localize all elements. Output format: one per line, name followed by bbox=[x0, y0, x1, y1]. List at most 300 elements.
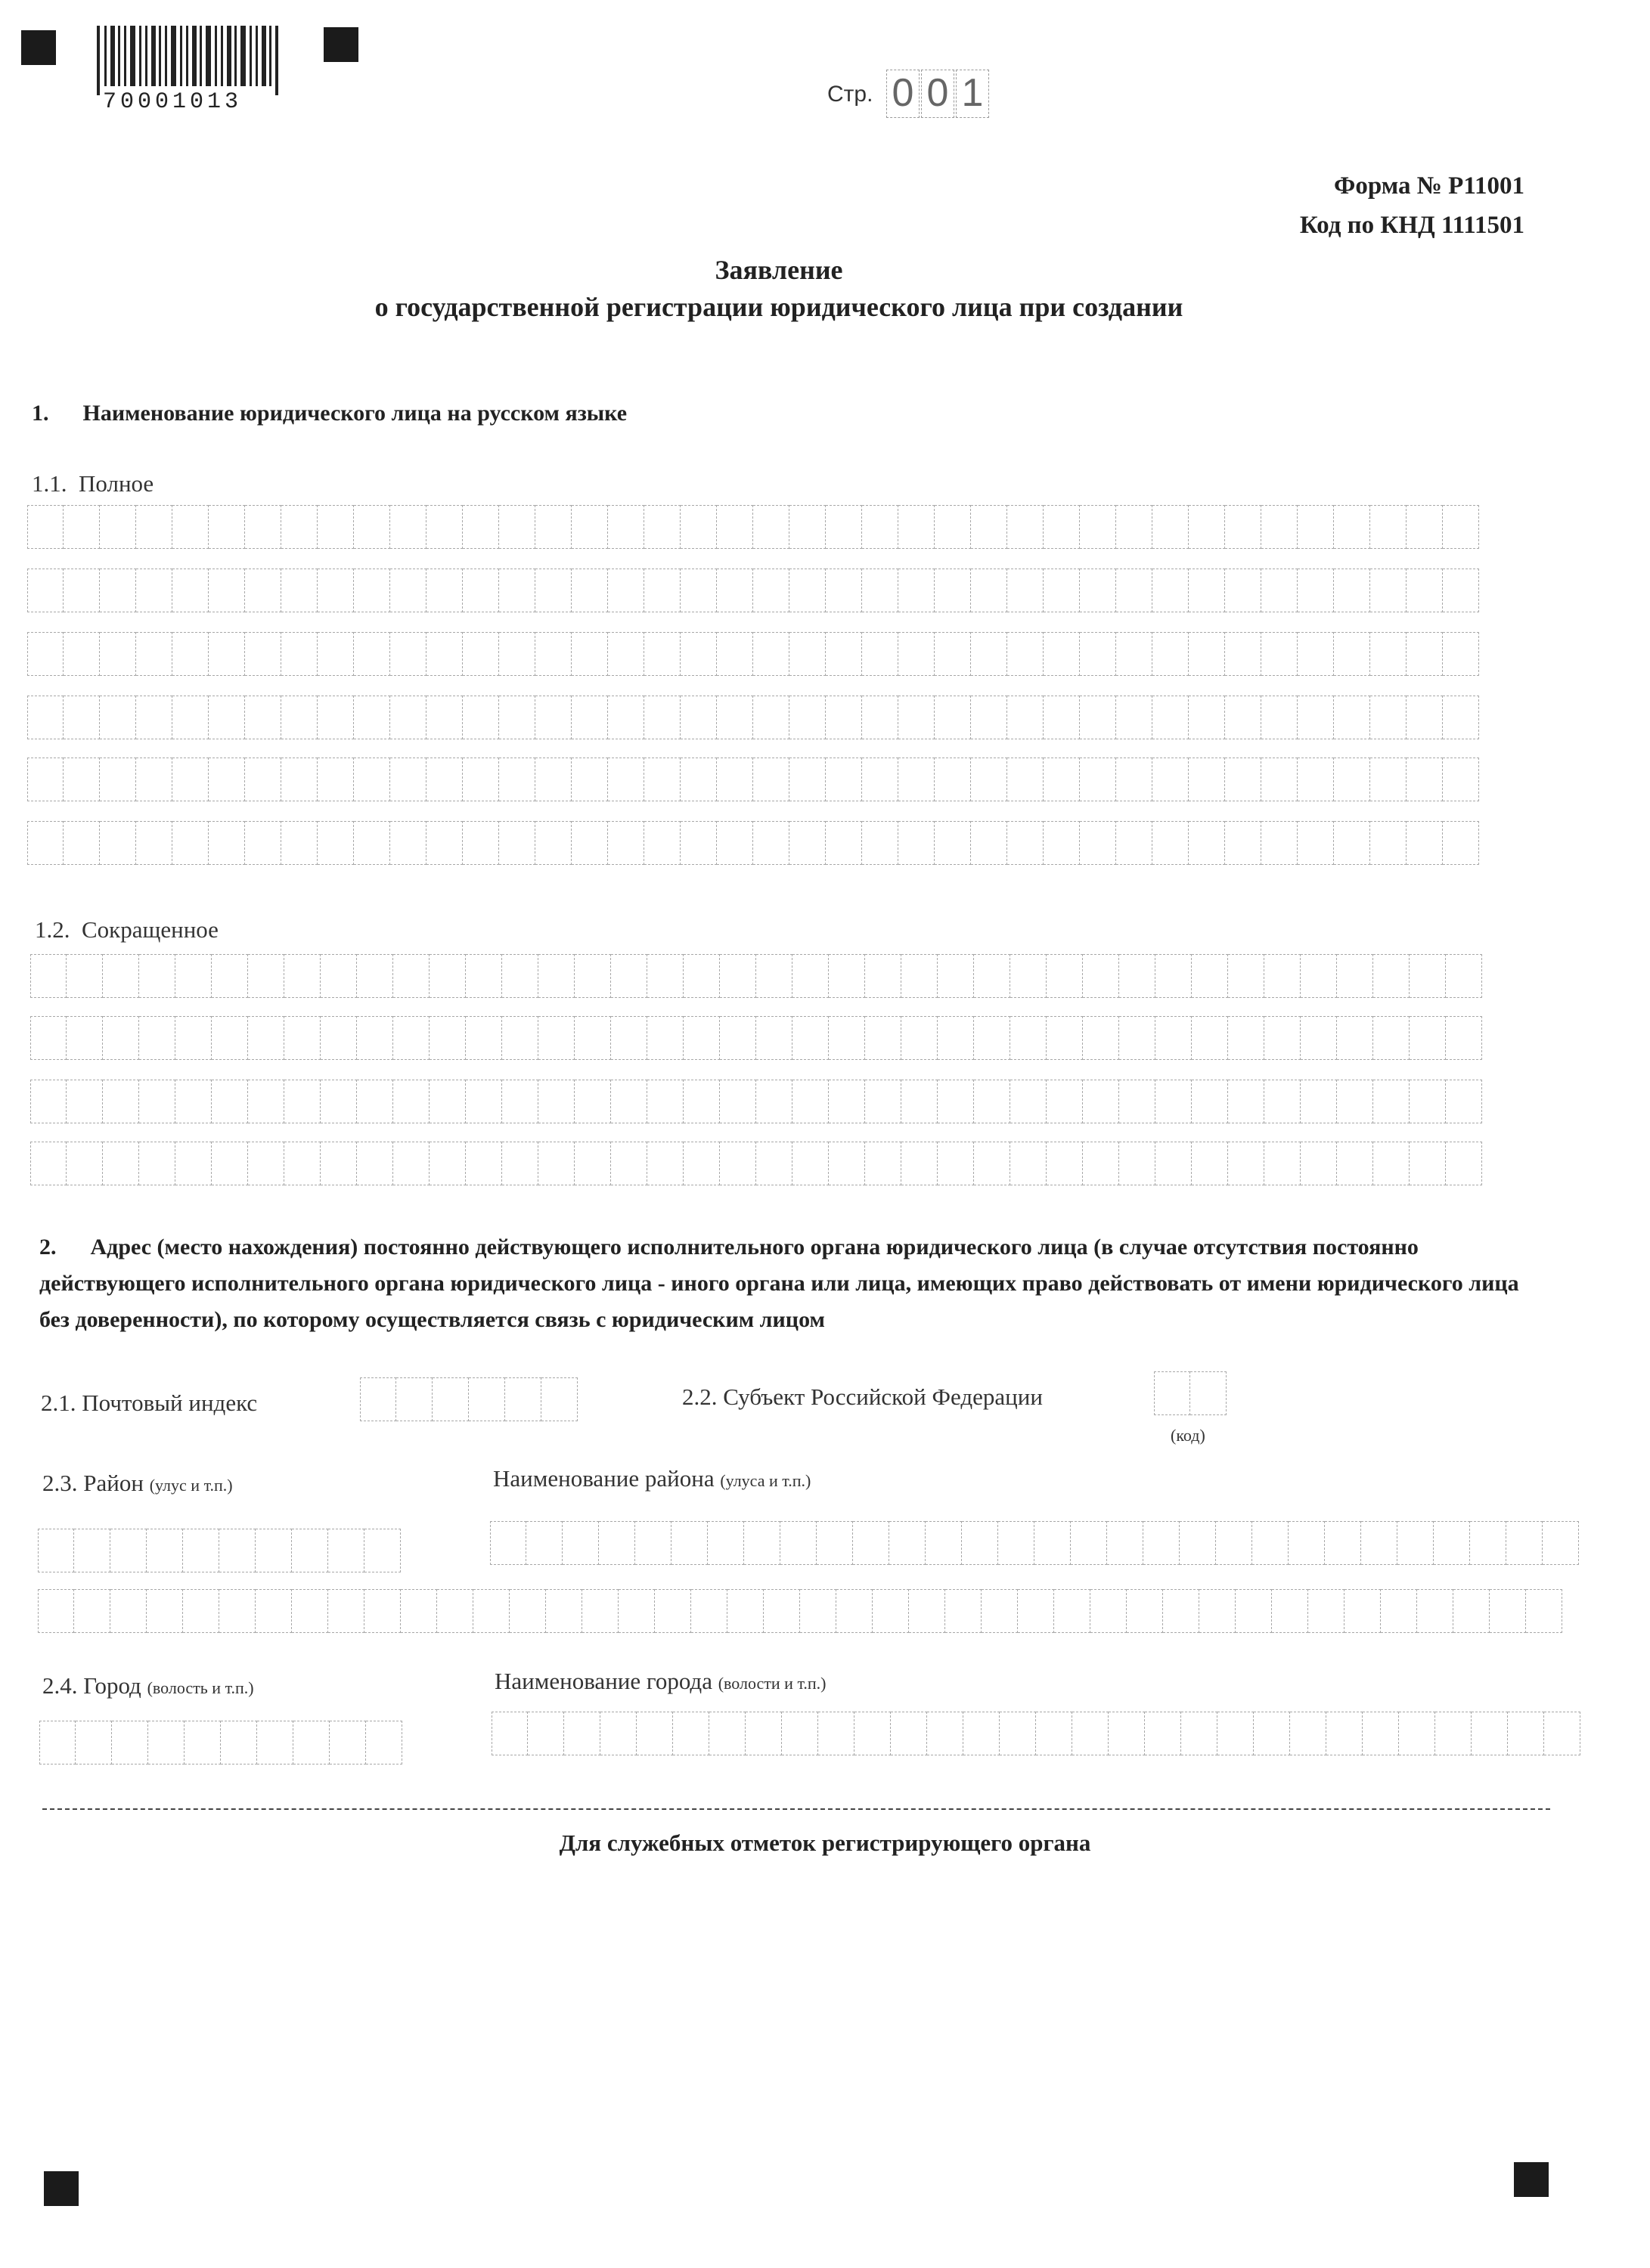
input-cell[interactable] bbox=[826, 569, 862, 612]
input-cell[interactable] bbox=[1228, 1080, 1264, 1123]
input-cell[interactable] bbox=[1345, 1589, 1381, 1633]
input-cell[interactable] bbox=[720, 954, 756, 998]
input-cell[interactable] bbox=[1337, 1016, 1373, 1060]
input-cell[interactable] bbox=[284, 1080, 321, 1123]
input-cell[interactable] bbox=[463, 821, 499, 865]
input-cell[interactable] bbox=[717, 758, 753, 801]
input-cell[interactable] bbox=[853, 1521, 889, 1565]
input-cell[interactable] bbox=[1116, 696, 1152, 739]
full-name-row[interactable] bbox=[27, 758, 1479, 801]
input-cell[interactable] bbox=[647, 1142, 684, 1185]
input-cell[interactable] bbox=[1216, 1521, 1252, 1565]
input-cell[interactable] bbox=[281, 505, 318, 549]
input-cell[interactable] bbox=[1225, 696, 1261, 739]
full-name-row[interactable] bbox=[27, 696, 1479, 739]
input-cell[interactable] bbox=[935, 758, 971, 801]
input-cell[interactable] bbox=[727, 1589, 764, 1633]
input-cell[interactable] bbox=[962, 1521, 998, 1565]
input-cell[interactable] bbox=[756, 954, 792, 998]
input-cell[interactable] bbox=[74, 1589, 110, 1633]
input-cell[interactable] bbox=[1116, 505, 1152, 549]
input-cell[interactable] bbox=[357, 1016, 393, 1060]
input-cell[interactable] bbox=[528, 1712, 564, 1755]
input-cell[interactable] bbox=[898, 505, 935, 549]
input-cell[interactable] bbox=[139, 1142, 175, 1185]
input-cell[interactable] bbox=[1155, 954, 1192, 998]
input-cell[interactable] bbox=[110, 1529, 147, 1572]
input-cell[interactable] bbox=[1373, 954, 1410, 998]
input-cell[interactable] bbox=[1007, 505, 1044, 549]
input-cell[interactable] bbox=[681, 569, 717, 612]
input-cell[interactable] bbox=[935, 505, 971, 549]
input-cell[interactable] bbox=[535, 821, 572, 865]
input-cell[interactable] bbox=[647, 1080, 684, 1123]
input-cell[interactable] bbox=[281, 632, 318, 676]
input-cell[interactable] bbox=[1252, 1521, 1289, 1565]
input-cell[interactable] bbox=[575, 954, 611, 998]
input-cell[interactable] bbox=[1434, 1521, 1470, 1565]
district-name-input[interactable] bbox=[490, 1521, 1579, 1565]
input-cell[interactable] bbox=[1228, 954, 1264, 998]
input-cell[interactable] bbox=[1370, 696, 1407, 739]
input-cell[interactable] bbox=[248, 1142, 284, 1185]
input-cell[interactable] bbox=[27, 758, 64, 801]
input-cell[interactable] bbox=[172, 569, 209, 612]
input-cell[interactable] bbox=[572, 505, 608, 549]
input-cell[interactable] bbox=[535, 505, 572, 549]
input-cell[interactable] bbox=[30, 1142, 67, 1185]
input-cell[interactable] bbox=[644, 569, 681, 612]
input-cell[interactable] bbox=[1298, 632, 1334, 676]
input-cell[interactable] bbox=[1308, 1589, 1345, 1633]
input-cell[interactable] bbox=[901, 954, 938, 998]
input-cell[interactable] bbox=[64, 569, 100, 612]
input-cell[interactable] bbox=[901, 1142, 938, 1185]
input-cell[interactable] bbox=[1083, 954, 1119, 998]
input-cell[interactable] bbox=[136, 696, 172, 739]
input-cell[interactable] bbox=[935, 696, 971, 739]
input-cell[interactable] bbox=[1152, 569, 1189, 612]
input-cell[interactable] bbox=[430, 1016, 466, 1060]
input-cell[interactable] bbox=[212, 954, 248, 998]
input-cell[interactable] bbox=[463, 505, 499, 549]
input-cell[interactable] bbox=[982, 1589, 1018, 1633]
input-cell[interactable] bbox=[1181, 1712, 1217, 1755]
input-cell[interactable] bbox=[608, 758, 644, 801]
input-cell[interactable] bbox=[499, 505, 535, 549]
input-cell[interactable] bbox=[1152, 821, 1189, 865]
input-cell[interactable] bbox=[1217, 1712, 1254, 1755]
input-cell[interactable] bbox=[564, 1712, 600, 1755]
input-cell[interactable] bbox=[245, 696, 281, 739]
input-cell[interactable] bbox=[608, 569, 644, 612]
input-cell[interactable] bbox=[1261, 821, 1298, 865]
input-cell[interactable] bbox=[826, 632, 862, 676]
input-cell[interactable] bbox=[572, 821, 608, 865]
input-cell[interactable] bbox=[1264, 1142, 1301, 1185]
input-cell[interactable] bbox=[1010, 954, 1047, 998]
input-cell[interactable] bbox=[1007, 696, 1044, 739]
input-cell[interactable] bbox=[1090, 1589, 1127, 1633]
input-cell[interactable] bbox=[1071, 1521, 1107, 1565]
input-cell[interactable] bbox=[717, 696, 753, 739]
input-cell[interactable] bbox=[426, 696, 463, 739]
input-cell[interactable] bbox=[390, 758, 426, 801]
input-cell[interactable] bbox=[927, 1712, 963, 1755]
input-cell[interactable] bbox=[364, 1589, 401, 1633]
input-cell[interactable] bbox=[836, 1589, 873, 1633]
input-cell[interactable] bbox=[321, 1142, 357, 1185]
input-cell[interactable] bbox=[1443, 505, 1479, 549]
input-cell[interactable] bbox=[100, 821, 136, 865]
input-cell[interactable] bbox=[390, 632, 426, 676]
input-cell[interactable] bbox=[935, 821, 971, 865]
input-cell[interactable] bbox=[1472, 1712, 1508, 1755]
input-cell[interactable] bbox=[354, 821, 390, 865]
input-cell[interactable] bbox=[172, 758, 209, 801]
input-cell[interactable] bbox=[209, 505, 245, 549]
input-cell[interactable] bbox=[717, 505, 753, 549]
input-cell[interactable] bbox=[1373, 1142, 1410, 1185]
input-cell[interactable] bbox=[1298, 569, 1334, 612]
input-cell[interactable] bbox=[865, 1142, 901, 1185]
input-cell[interactable] bbox=[433, 1377, 469, 1421]
input-cell[interactable] bbox=[644, 821, 681, 865]
input-cell[interactable] bbox=[1407, 821, 1443, 865]
input-cell[interactable] bbox=[245, 569, 281, 612]
input-cell[interactable] bbox=[499, 758, 535, 801]
input-cell[interactable] bbox=[756, 1080, 792, 1123]
input-cell[interactable] bbox=[354, 569, 390, 612]
input-cell[interactable] bbox=[172, 696, 209, 739]
short-name-row[interactable] bbox=[30, 1016, 1482, 1060]
input-cell[interactable] bbox=[1116, 821, 1152, 865]
input-cell[interactable] bbox=[1397, 1521, 1434, 1565]
input-cell[interactable] bbox=[219, 1529, 256, 1572]
input-cell[interactable] bbox=[756, 1016, 792, 1060]
input-cell[interactable] bbox=[865, 1080, 901, 1123]
input-cell[interactable] bbox=[1225, 569, 1261, 612]
input-cell[interactable] bbox=[1334, 696, 1370, 739]
full-name-row[interactable] bbox=[27, 569, 1479, 612]
input-cell[interactable] bbox=[644, 505, 681, 549]
input-cell[interactable] bbox=[492, 1712, 528, 1755]
input-cell[interactable] bbox=[971, 696, 1007, 739]
input-cell[interactable] bbox=[1370, 758, 1407, 801]
input-cell[interactable] bbox=[753, 505, 789, 549]
input-cell[interactable] bbox=[393, 1016, 430, 1060]
input-cell[interactable] bbox=[644, 632, 681, 676]
input-cell[interactable] bbox=[974, 1080, 1010, 1123]
input-cell[interactable] bbox=[1116, 569, 1152, 612]
input-cell[interactable] bbox=[393, 954, 430, 998]
input-cell[interactable] bbox=[175, 1142, 212, 1185]
input-cell[interactable] bbox=[1189, 696, 1225, 739]
input-cell[interactable] bbox=[1446, 1016, 1482, 1060]
input-cell[interactable] bbox=[619, 1589, 655, 1633]
input-cell[interactable] bbox=[357, 1080, 393, 1123]
input-cell[interactable] bbox=[862, 632, 898, 676]
full-name-row[interactable] bbox=[27, 505, 1479, 549]
input-cell[interactable] bbox=[862, 696, 898, 739]
input-cell[interactable] bbox=[671, 1521, 708, 1565]
input-cell[interactable] bbox=[608, 632, 644, 676]
input-cell[interactable] bbox=[100, 632, 136, 676]
input-cell[interactable] bbox=[753, 821, 789, 865]
input-cell[interactable] bbox=[829, 954, 865, 998]
input-cell[interactable] bbox=[30, 1080, 67, 1123]
input-cell[interactable] bbox=[909, 1589, 945, 1633]
input-cell[interactable] bbox=[1289, 1521, 1325, 1565]
input-cell[interactable] bbox=[575, 1080, 611, 1123]
input-cell[interactable] bbox=[753, 696, 789, 739]
input-cell[interactable] bbox=[136, 632, 172, 676]
input-cell[interactable] bbox=[1264, 954, 1301, 998]
input-cell[interactable] bbox=[684, 1142, 720, 1185]
input-cell[interactable] bbox=[463, 758, 499, 801]
input-cell[interactable] bbox=[103, 1016, 139, 1060]
input-cell[interactable] bbox=[209, 632, 245, 676]
input-cell[interactable] bbox=[901, 1080, 938, 1123]
input-cell[interactable] bbox=[926, 1521, 962, 1565]
input-cell[interactable] bbox=[898, 569, 935, 612]
input-cell[interactable] bbox=[1334, 505, 1370, 549]
input-cell[interactable] bbox=[1119, 1142, 1155, 1185]
input-cell[interactable] bbox=[720, 1016, 756, 1060]
input-cell[interactable] bbox=[354, 632, 390, 676]
input-cell[interactable] bbox=[175, 954, 212, 998]
input-cell[interactable] bbox=[209, 696, 245, 739]
input-cell[interactable] bbox=[463, 696, 499, 739]
input-cell[interactable] bbox=[354, 758, 390, 801]
input-cell[interactable] bbox=[655, 1589, 691, 1633]
input-cell[interactable] bbox=[1443, 632, 1479, 676]
input-cell[interactable] bbox=[792, 954, 829, 998]
input-cell[interactable] bbox=[756, 1142, 792, 1185]
input-cell[interactable] bbox=[1543, 1521, 1579, 1565]
input-cell[interactable] bbox=[1007, 821, 1044, 865]
input-cell[interactable] bbox=[691, 1589, 727, 1633]
input-cell[interactable] bbox=[463, 632, 499, 676]
input-cell[interactable] bbox=[1116, 632, 1152, 676]
input-cell[interactable] bbox=[1154, 1371, 1190, 1415]
input-cell[interactable] bbox=[39, 1721, 76, 1765]
input-cell[interactable] bbox=[898, 821, 935, 865]
input-cell[interactable] bbox=[575, 1142, 611, 1185]
input-cell[interactable] bbox=[110, 1589, 147, 1633]
input-cell[interactable] bbox=[684, 1080, 720, 1123]
input-cell[interactable] bbox=[720, 1142, 756, 1185]
input-cell[interactable] bbox=[172, 821, 209, 865]
input-cell[interactable] bbox=[898, 758, 935, 801]
input-cell[interactable] bbox=[538, 954, 575, 998]
input-cell[interactable] bbox=[681, 758, 717, 801]
input-cell[interactable] bbox=[510, 1589, 546, 1633]
input-cell[interactable] bbox=[1228, 1016, 1264, 1060]
input-cell[interactable] bbox=[1109, 1712, 1145, 1755]
input-cell[interactable] bbox=[1155, 1080, 1192, 1123]
input-cell[interactable] bbox=[175, 1080, 212, 1123]
input-cell[interactable] bbox=[1152, 696, 1189, 739]
input-cell[interactable] bbox=[1010, 1016, 1047, 1060]
input-cell[interactable] bbox=[1018, 1589, 1054, 1633]
input-cell[interactable] bbox=[1446, 1080, 1482, 1123]
input-cell[interactable] bbox=[1034, 1521, 1071, 1565]
input-cell[interactable] bbox=[1261, 505, 1298, 549]
input-cell[interactable] bbox=[1334, 569, 1370, 612]
input-cell[interactable] bbox=[281, 569, 318, 612]
input-cell[interactable] bbox=[1155, 1142, 1192, 1185]
input-cell[interactable] bbox=[1301, 954, 1337, 998]
input-cell[interactable] bbox=[935, 632, 971, 676]
postal-index-input[interactable] bbox=[360, 1377, 578, 1421]
input-cell[interactable] bbox=[466, 1080, 502, 1123]
input-cell[interactable] bbox=[1334, 758, 1370, 801]
input-cell[interactable] bbox=[829, 1016, 865, 1060]
full-name-row[interactable] bbox=[27, 821, 1479, 865]
input-cell[interactable] bbox=[746, 1712, 782, 1755]
input-cell[interactable] bbox=[541, 1377, 578, 1421]
input-cell[interactable] bbox=[67, 954, 103, 998]
input-cell[interactable] bbox=[175, 1016, 212, 1060]
input-cell[interactable] bbox=[74, 1529, 110, 1572]
input-cell[interactable] bbox=[1192, 1016, 1228, 1060]
input-cell[interactable] bbox=[1446, 1142, 1482, 1185]
input-cell[interactable] bbox=[535, 758, 572, 801]
input-cell[interactable] bbox=[1044, 632, 1080, 676]
input-cell[interactable] bbox=[360, 1377, 396, 1421]
input-cell[interactable] bbox=[1152, 505, 1189, 549]
short-name-row[interactable] bbox=[30, 1080, 1482, 1123]
input-cell[interactable] bbox=[535, 696, 572, 739]
input-cell[interactable] bbox=[789, 632, 826, 676]
input-cell[interactable] bbox=[935, 569, 971, 612]
input-cell[interactable] bbox=[1407, 696, 1443, 739]
input-cell[interactable] bbox=[147, 1589, 183, 1633]
input-cell[interactable] bbox=[136, 569, 172, 612]
input-cell[interactable] bbox=[572, 758, 608, 801]
input-cell[interactable] bbox=[248, 954, 284, 998]
input-cell[interactable] bbox=[185, 1721, 221, 1765]
input-cell[interactable] bbox=[611, 954, 647, 998]
input-cell[interactable] bbox=[1443, 821, 1479, 865]
input-cell[interactable] bbox=[1363, 1712, 1399, 1755]
input-cell[interactable] bbox=[974, 1016, 1010, 1060]
input-cell[interactable] bbox=[826, 696, 862, 739]
city-name-input[interactable] bbox=[492, 1712, 1580, 1755]
input-cell[interactable] bbox=[1301, 1016, 1337, 1060]
input-cell[interactable] bbox=[318, 632, 354, 676]
input-cell[interactable] bbox=[974, 954, 1010, 998]
input-cell[interactable] bbox=[103, 1142, 139, 1185]
input-cell[interactable] bbox=[112, 1721, 148, 1765]
input-cell[interactable] bbox=[401, 1589, 437, 1633]
input-cell[interactable] bbox=[1410, 1080, 1446, 1123]
input-cell[interactable] bbox=[1189, 758, 1225, 801]
input-cell[interactable] bbox=[938, 1142, 974, 1185]
input-cell[interactable] bbox=[357, 1142, 393, 1185]
input-cell[interactable] bbox=[64, 696, 100, 739]
input-cell[interactable] bbox=[1080, 505, 1116, 549]
input-cell[interactable] bbox=[599, 1521, 635, 1565]
input-cell[interactable] bbox=[1254, 1712, 1290, 1755]
input-cell[interactable] bbox=[27, 696, 64, 739]
input-cell[interactable] bbox=[1047, 1080, 1083, 1123]
input-cell[interactable] bbox=[1334, 632, 1370, 676]
input-cell[interactable] bbox=[744, 1521, 780, 1565]
input-cell[interactable] bbox=[148, 1721, 185, 1765]
input-cell[interactable] bbox=[611, 1080, 647, 1123]
input-cell[interactable] bbox=[318, 569, 354, 612]
input-cell[interactable] bbox=[256, 1589, 292, 1633]
input-cell[interactable] bbox=[753, 569, 789, 612]
input-cell[interactable] bbox=[1435, 1712, 1472, 1755]
input-cell[interactable] bbox=[1225, 821, 1261, 865]
input-cell[interactable] bbox=[136, 505, 172, 549]
input-cell[interactable] bbox=[1080, 821, 1116, 865]
input-cell[interactable] bbox=[364, 1529, 401, 1572]
input-cell[interactable] bbox=[1047, 954, 1083, 998]
input-cell[interactable] bbox=[502, 1016, 538, 1060]
input-cell[interactable] bbox=[64, 758, 100, 801]
input-cell[interactable] bbox=[64, 632, 100, 676]
input-cell[interactable] bbox=[1192, 954, 1228, 998]
input-cell[interactable] bbox=[245, 821, 281, 865]
input-cell[interactable] bbox=[1337, 954, 1373, 998]
input-cell[interactable] bbox=[1443, 758, 1479, 801]
input-cell[interactable] bbox=[437, 1589, 473, 1633]
input-cell[interactable] bbox=[1272, 1589, 1308, 1633]
input-cell[interactable] bbox=[248, 1080, 284, 1123]
input-cell[interactable] bbox=[1446, 954, 1482, 998]
input-cell[interactable] bbox=[538, 1080, 575, 1123]
input-cell[interactable] bbox=[67, 1016, 103, 1060]
input-cell[interactable] bbox=[1189, 821, 1225, 865]
input-cell[interactable] bbox=[139, 954, 175, 998]
input-cell[interactable] bbox=[1083, 1080, 1119, 1123]
input-cell[interactable] bbox=[284, 1142, 321, 1185]
input-cell[interactable] bbox=[1080, 696, 1116, 739]
input-cell[interactable] bbox=[1410, 954, 1446, 998]
input-cell[interactable] bbox=[281, 696, 318, 739]
input-cell[interactable] bbox=[64, 505, 100, 549]
input-cell[interactable] bbox=[430, 1080, 466, 1123]
input-cell[interactable] bbox=[854, 1712, 891, 1755]
input-cell[interactable] bbox=[103, 1080, 139, 1123]
input-cell[interactable] bbox=[1119, 1016, 1155, 1060]
input-cell[interactable] bbox=[469, 1377, 505, 1421]
input-cell[interactable] bbox=[1261, 696, 1298, 739]
input-cell[interactable] bbox=[27, 632, 64, 676]
input-cell[interactable] bbox=[1298, 758, 1334, 801]
input-cell[interactable] bbox=[1047, 1016, 1083, 1060]
input-cell[interactable] bbox=[1127, 1589, 1163, 1633]
input-cell[interactable] bbox=[782, 1712, 818, 1755]
input-cell[interactable] bbox=[862, 821, 898, 865]
input-cell[interactable] bbox=[563, 1521, 599, 1565]
input-cell[interactable] bbox=[318, 696, 354, 739]
input-cell[interactable] bbox=[502, 1142, 538, 1185]
input-cell[interactable] bbox=[463, 569, 499, 612]
input-cell[interactable] bbox=[862, 758, 898, 801]
input-cell[interactable] bbox=[826, 758, 862, 801]
input-cell[interactable] bbox=[390, 569, 426, 612]
input-cell[interactable] bbox=[76, 1721, 112, 1765]
input-cell[interactable] bbox=[1192, 1142, 1228, 1185]
input-cell[interactable] bbox=[789, 758, 826, 801]
input-cell[interactable] bbox=[27, 821, 64, 865]
full-name-row[interactable] bbox=[27, 632, 1479, 676]
